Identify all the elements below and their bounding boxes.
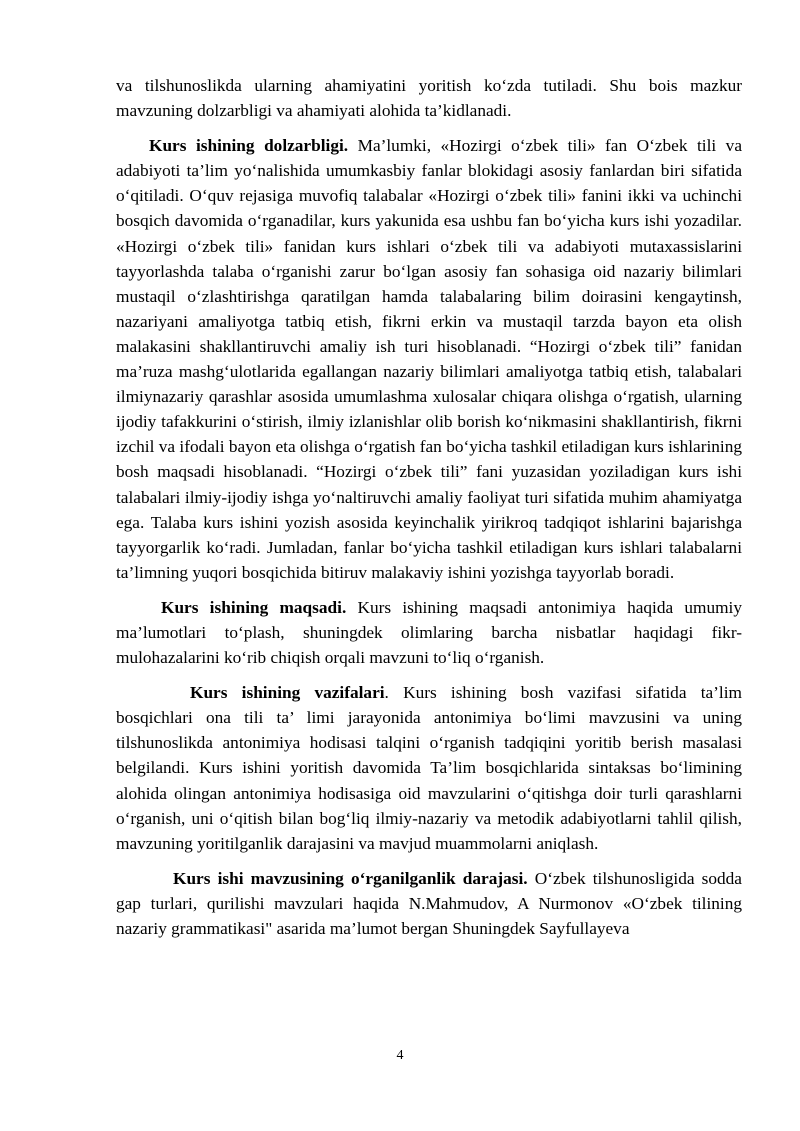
paragraph-study-level (116, 866, 742, 941)
page-number: 4 (396, 1048, 404, 1063)
paragraph-tasks (116, 680, 742, 856)
section-heading-tasks: Kurs ishining vazifalari (190, 683, 385, 703)
paragraph-intro (116, 73, 742, 123)
paragraph-text: Ma’lumki, «Hozirgi o‘zbek tili» fan O‘zbek tili va adabiyoti ta’lim yo‘nalishida umumkasbiy fanlar blokidagi asosiy fanlardan biri sifatida o‘qitiladi. O‘quv rejasiga muvofiq talabalar «Hozirgi o‘zbek tili» fanini ikki va uchinchi bosqich davomida o‘rganadilar, kurs yakunida esa ushbu fan bo‘yicha kurs ishi yozadilar. «Hozirgi o‘zbek tili» fanidan kurs ishlari o‘zbek tili va adabiyoti mutaxassislarini tayyorlashda talaba o‘rganishi zarur bo‘lgan asosiy fan sohasiga oid nazariy bilimlari mustaqil o‘zlashtirishga qaratilgan hamda talabalaring bilim doirasini kengaytinsh, nazariyani amaliyotga tatbiq etish, fikrni erkin va mustaqil tarzda bayon eta olish malakasini shakllantiruvchi amaliy ish turi hisoblanadi. “Hozirgi o‘zbek tili” fanidan ma’ruza mashg‘ulotlarida egallangan nazariy bilimlari amaliyotga tatbiq etish, talabalari ilmiynazariy qarashlar asosida umumlashma xulosalar chiqara olishga o‘rgatish, ularning ijodiy tafakkurini o‘stirish, ilmiy izlanishlar olib borish ko‘nikmasini shakllantirish, fikrni izchil va ifodali bayon eta olishga o‘rgatish fan bo‘yicha tashkil etiladigan kurs ishlarining bosh maqsadi hisoblanadi. “Hozirgi o‘zbek tili” fani yuzasidan yoziladigan kurs ishi talabalari ilmiy-ijodiy ishga yo‘naltiruvchi amaliy faoliyat turi sifatida muhim ahamiyatga ega. Talaba kurs ishini yozish asosida keyinchalik yirikroq tadqiqot ishlarini bajarishga tayyorgarlik ko‘radi. Jumladan, fanlar bo‘yicha tashkil etiladigan kurs ishlari talabalarni ta’limning yuqori bosqichida bitiruv malakaviy ishini yozishga tayyorlab boradi. (116, 136, 742, 582)
section-heading-relevance: Kurs ishining dolzarbligi. (149, 136, 349, 156)
paragraph-text: . Kurs ishining bosh vazifasi sifatida ta’lim bosqichlari ona tili ta’ limi jarayonida antonimiya bo‘limi mavzusini va uning tilshunoslikda antonimiya hodisasi talqini o‘rganish tadqiqini yoritib berish masalasi belgilandi. Kurs ishini yoritish davomida Ta’lim bosqichlarida sintaksas bo‘limining alohida olingan antonimiya hodisasiga oid mavzularini o‘qitishga doir turli qarashlarni o‘rganish, uni o‘qitish bilan bog‘liq ilmiy-nazariy va metodik adabiyotlarni tahlil qilish, mavzuning yoritilganlik darajasini va mavjud muammolarni aniqlash. (116, 683, 742, 853)
section-heading-study-level: Kurs ishi mavzusining o‘rganilganlik darajasi. (173, 868, 528, 888)
paragraph-relevance (116, 133, 742, 585)
paragraph-text: va tilshunoslikda ularning ahamiyatini yoritish ko‘zda tutiladi. Shu bois mazkur mavzuning dolzarbligi va ahamiyati alohida ta’kidlanadi. (116, 76, 742, 121)
section-heading-goal: Kurs ishining maqsadi. (161, 597, 347, 617)
paragraph-goal (116, 595, 742, 670)
paragraph-text: O‘zbek tilshunosligida sodda gap turlari, qurilishi mavzulari haqida N.Mahmudov, A Nurmonov «O‘zbek tilining nazariy grammatikasi" asarida ma’lumot bergan Shuningdek Sayfullayeva (116, 868, 742, 938)
paragraph-text: Kurs ishining maqsadi antonimiya haqida umumiy ma’lumotlari to‘plash, shuningdek olimlaring barcha nisbatlar haqidagi fikr-mulohazalarini ko‘rib chiqish orqali mavzuni to‘liq o‘rganish. (116, 597, 743, 668)
document-page (116, 73, 742, 941)
